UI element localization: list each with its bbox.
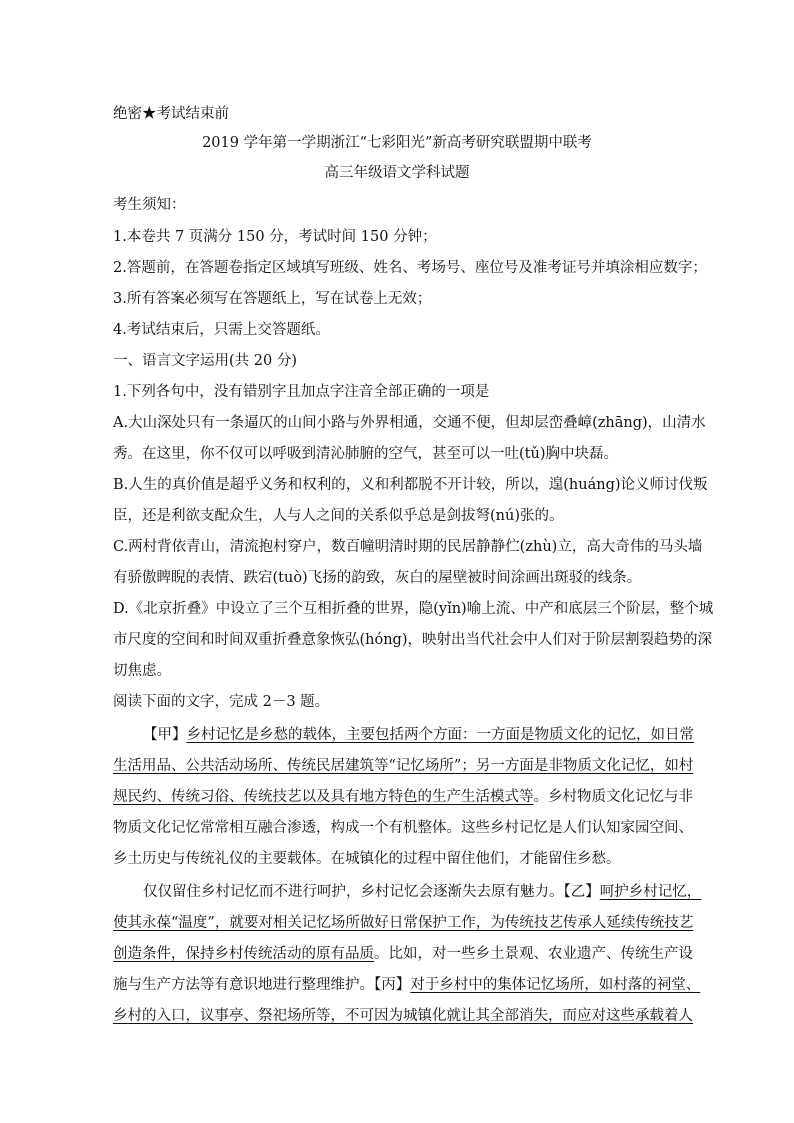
secret-label: 绝密★考试结束前	[113, 106, 229, 122]
option-a-line-1: A.大山深处只有一条逼仄的山间小路与外界相通，交通不便，但却层峦叠嶂(zhāng)，山清水	[113, 415, 706, 431]
option-d-line-2: 市尺度的空间和时间双重折叠意象恢弘(hóng)，映射出当代社会中人们对于阶层割裂趋势的深	[113, 632, 712, 648]
para2-line-3	[113, 944, 693, 964]
para2-line-4	[113, 975, 700, 995]
underlined-text: 生活用品、公共活动场所、传统民居建筑等“记忆场所”；另一方面是非物质文化记忆，如村	[113, 758, 694, 774]
underlined-text: 对于乡村中的集体记忆场所，如村落的祠堂、	[410, 977, 701, 993]
reading-instruction: 阅读下面的文字，完成 2－3 题。	[113, 694, 330, 710]
underlined-text: 规民约、传统习俗、传统技艺以及具有地方特色的生产生活模式等	[113, 789, 534, 805]
notice-heading: 考生须知：	[113, 197, 186, 213]
option-c-line-1: C.两村背依青山，清流抱村穿户，数百幢明清时期的民居静静伫(zhù)立，高大奇伟的马头墙	[113, 539, 703, 555]
underlined-text: 乡村记忆是乡愁的载体，主要包括两个方面：一方面是物质文化的记忆，如日常	[186, 727, 694, 743]
marker-jia: 【甲】	[143, 727, 187, 743]
section-heading: 一、语言文字运用(共 20 分)	[113, 353, 297, 369]
underlined-text: 使其永葆“温度”，就要对相关记忆场所做好日常保护工作，为传统技艺传承人延续传统技艺	[113, 915, 694, 931]
plain-text: 。乡村物质文化记忆与非	[533, 789, 693, 805]
para1-line-1	[143, 725, 694, 745]
option-b-line-2: 臣，还是利欲支配众生，人与人之间的关系似乎总是剑拔弩(nú)张的。	[113, 508, 564, 524]
notice-item-4: 4.考试结束后，只需上交答题纸。	[113, 322, 330, 338]
notice-item-3: 3.所有答案必须写在答题纸上，写在试卷上无效；	[113, 291, 432, 307]
notice-item-2: 2.答题前，在答题卷指定区域填写班级、姓名、考场号、座位号及准考证号并填涂相应数字；	[113, 260, 707, 276]
underlined-text: 呵护乡村记忆，	[599, 884, 702, 900]
para2-line-2	[113, 913, 693, 933]
exam-subtitle: 高三年级语文学科试题	[324, 165, 470, 181]
para1-line-3	[113, 787, 693, 807]
para2-line-5	[113, 1006, 693, 1026]
para1-line-5: 乡土历史与传统礼仪的主要载体。在城镇化的过程中留住他们，才能留住乡愁。	[113, 851, 621, 867]
marker-bing: 【丙】	[374, 977, 411, 993]
para2-line-1	[143, 882, 701, 902]
exam-title: 2019 学年第一学期浙江“七彩阳光”新高考研究联盟期中联考	[202, 135, 592, 151]
underlined-text: 创造条件，保持乡村传统活动的原有品质	[113, 946, 374, 962]
option-d-line-3: 切焦虑。	[113, 663, 171, 679]
plain-text: 施与生产方法等有意识地进行整理维护。	[113, 977, 374, 993]
question-1: 1.下列各句中，没有错别字且加点字注音全部正确的一项是	[113, 384, 490, 400]
option-b-line-1: B.人生的真价值是超乎义务和权利的，义和利都脱不开计较，所以，遑(huáng)论义师讨伐叛	[113, 477, 708, 493]
para1-line-4: 物质文化记忆常常相互融合渗透，构成一个有机整体。这些乡村记忆是人们认知家园空间、	[113, 820, 693, 836]
option-d-line-1: D.《北京折叠》中设立了三个互相折叠的世界，隐(yǐn)喻上流、中产和底层三个阶层，整个城	[113, 601, 714, 617]
underlined-text: 乡村的入口，议事亭、祭祀场所等，不可因为城镇化就让其全部消失，而应对这些承载着人	[113, 1008, 693, 1024]
notice-item-1: 1.本卷共 7 页满分 150 分，考试时间 150 分钟；	[113, 229, 437, 245]
option-a-line-2: 秀。在这里，你不仅可以呼吸到清沁肺腑的空气，甚至可以一吐(tǔ)胸中块磊。	[113, 446, 618, 462]
plain-text: 。比如，对一些乡土景观、农业遗产、传统生产设	[374, 946, 693, 962]
plain-text: 仅仅留住乡村记忆而不进行呵护，乡村记忆会逐渐失去原有魅力。	[143, 884, 564, 900]
para1-line-2	[113, 756, 693, 776]
marker-yi: 【乙】	[563, 884, 600, 900]
option-c-line-2: 有骄傲睥睨的表情、跌宕(tuò)飞扬的韵致，灰白的屋壁被时间涂画出斑驳的线条。	[113, 570, 642, 586]
